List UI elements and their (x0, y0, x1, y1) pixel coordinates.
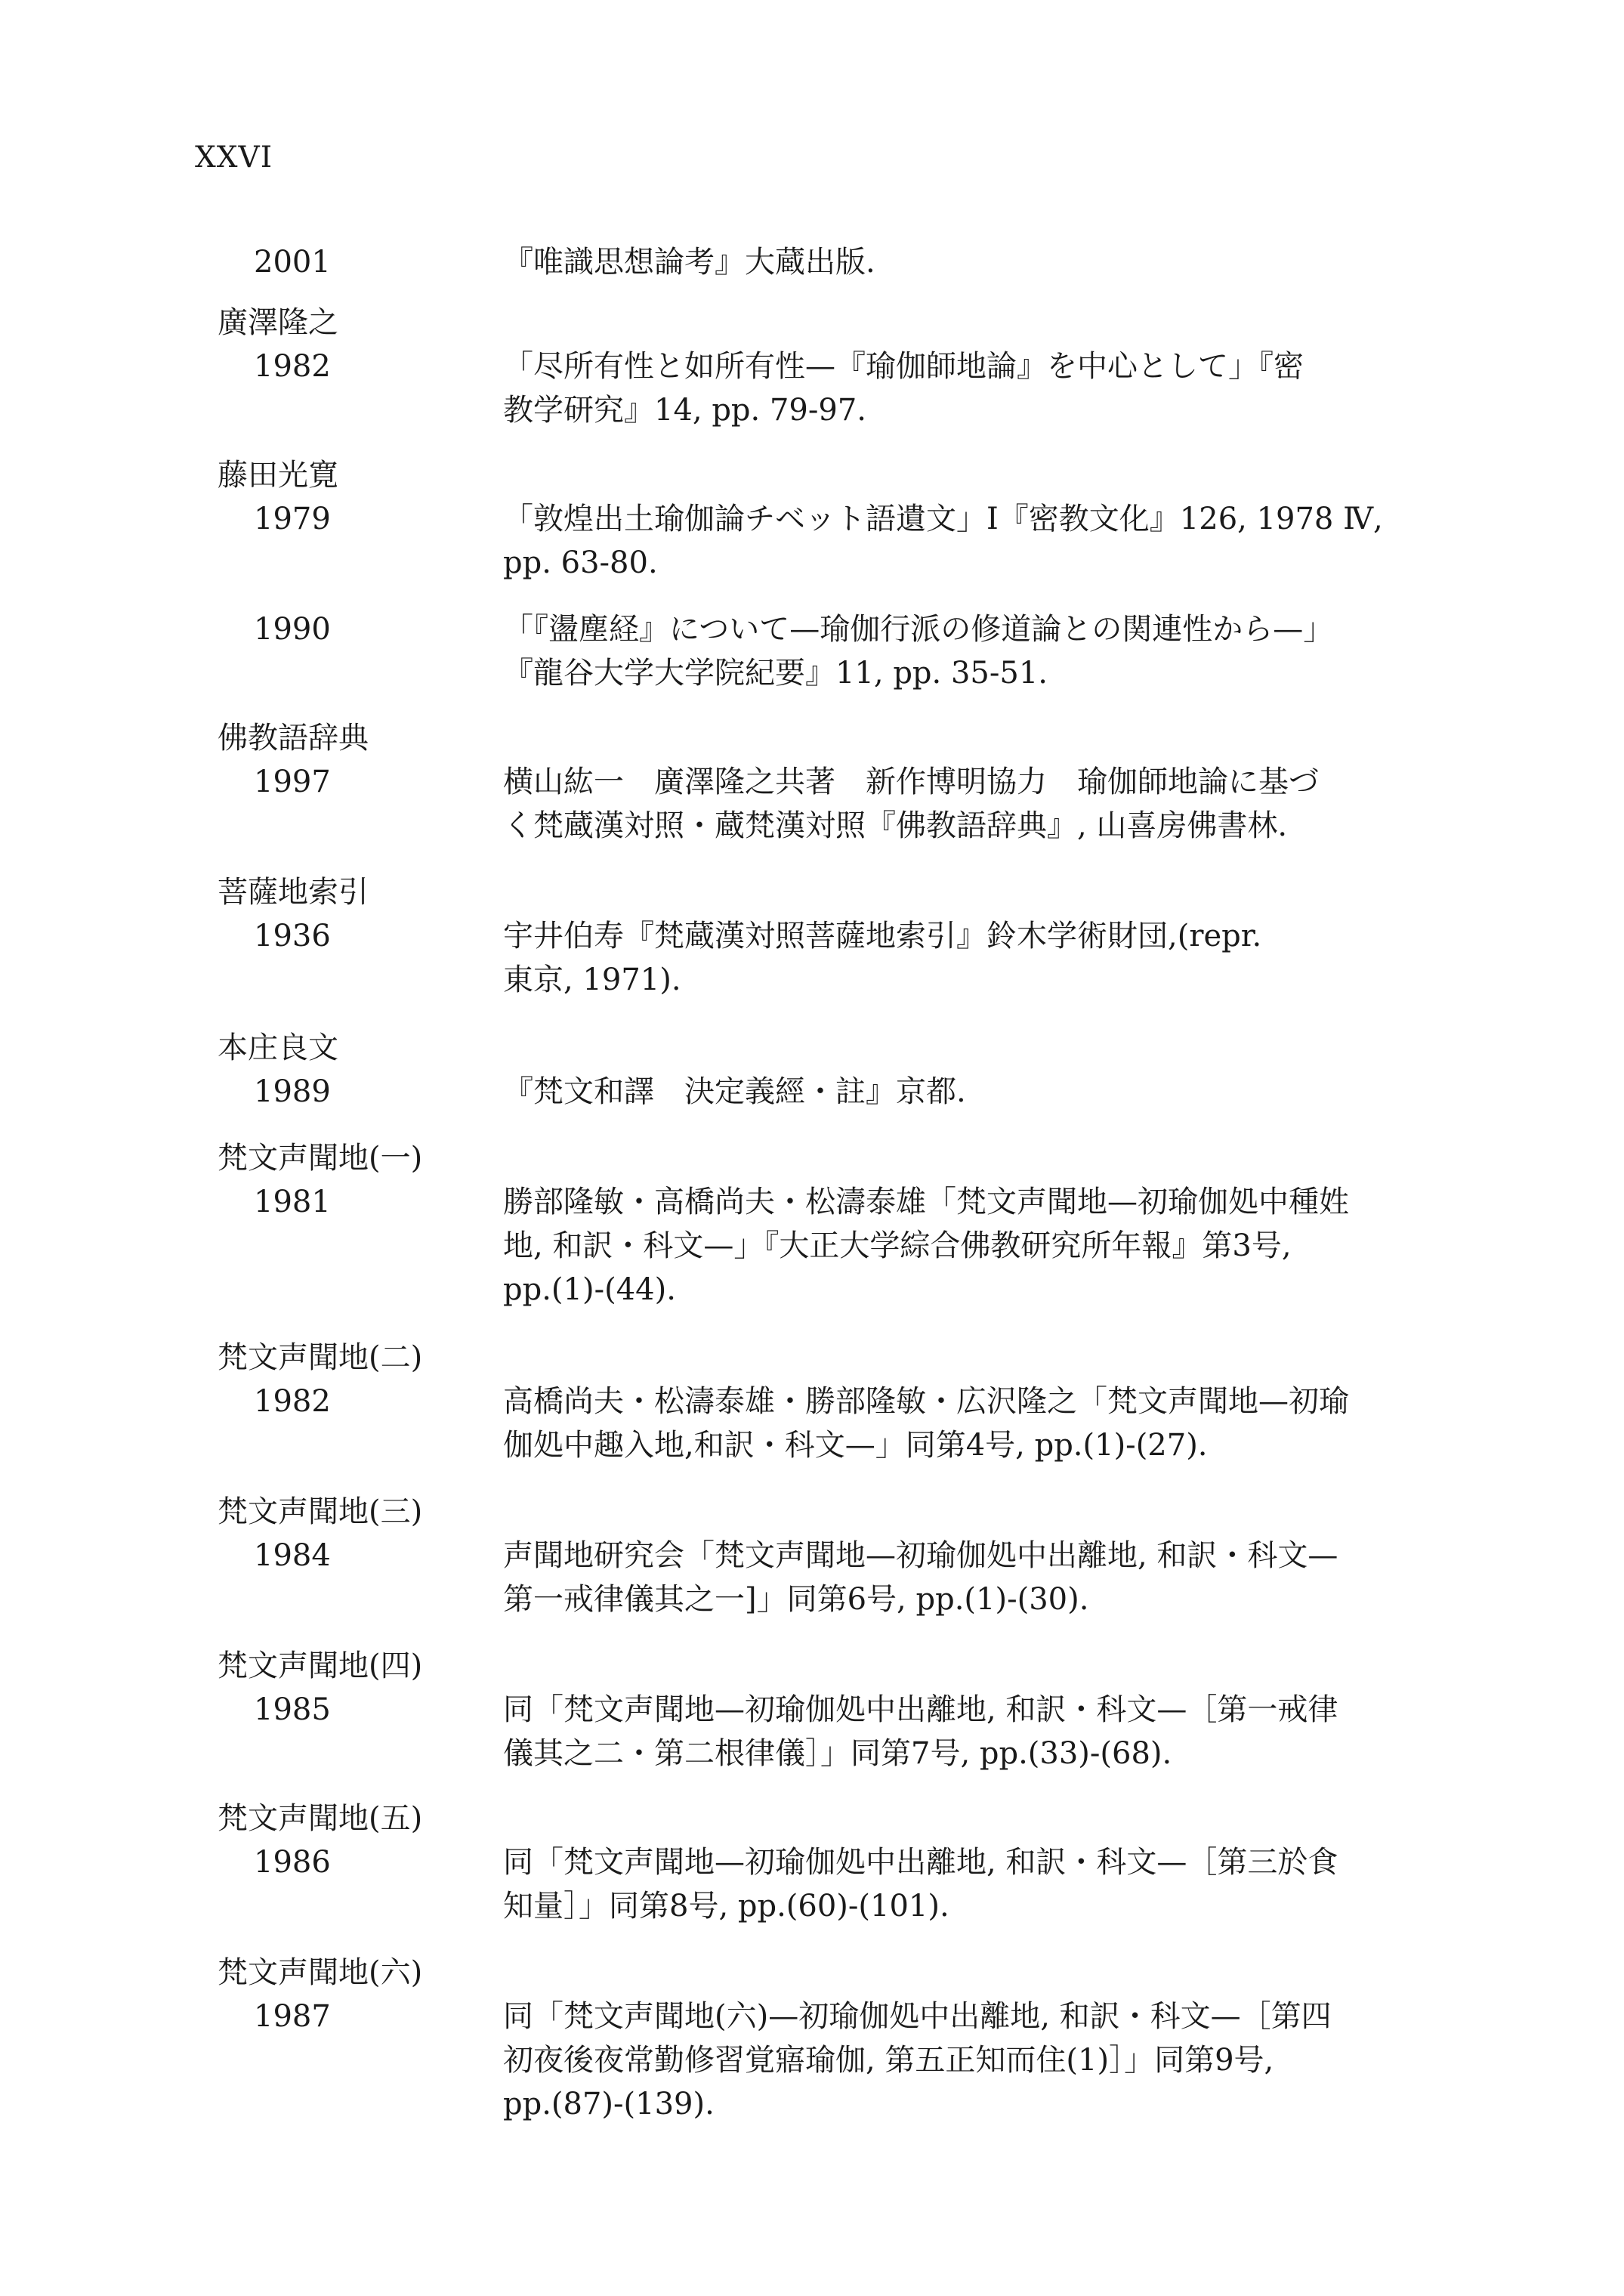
entry-text (503, 345, 1447, 432)
entry-line: 地, 和訳・科文—」『大正大学綜合佛教研究所年報』第3号, (503, 1228, 1292, 1263)
entry-line: 知量］」同第8号, pp.(60)-(101). (503, 1889, 949, 1924)
entry-year: 1981 (254, 1185, 331, 1219)
entry-text (503, 914, 1447, 1002)
entry-author: 藤田光寛 (218, 458, 338, 493)
entry-year: 1982 (254, 349, 331, 384)
entry-line: 「『盪塵経』について—瑜伽行派の修道論との関連性から—」 (503, 612, 1334, 647)
entry-year: 1986 (254, 1845, 331, 1880)
entry-year: 1987 (254, 1999, 331, 2034)
entry-line: 同「梵文声聞地(六)—初瑜伽処中出離地, 和訳・科文—［第四 (503, 1999, 1332, 2034)
entry-line: 高橋尚夫・松濤泰雄・勝部隆敏・広沢隆之「梵文声聞地—初瑜 (503, 1384, 1349, 1419)
entry-author: 梵文声聞地(三) (218, 1494, 423, 1529)
page-number: XXVI (195, 141, 273, 175)
entry-line: 同「梵文声聞地—初瑜伽処中出離地, 和訳・科文—［第三於食 (503, 1845, 1338, 1880)
entry-line: く梵蔵漢対照・蔵梵漢対照『佛教語辞典』, 山喜房佛書林. (503, 808, 1288, 843)
entry-author: 梵文声聞地(四) (218, 1649, 423, 1683)
entry-author: 佛教語辞典 (218, 721, 369, 756)
entry-line: 宇井伯寿『梵蔵漢対照菩薩地索引』鈴木学術財団,(repr. (503, 919, 1262, 953)
entry-author: 菩薩地索引 (218, 875, 369, 910)
entry-text (503, 1995, 1447, 2126)
entry-author: 梵文声聞地(五) (218, 1801, 423, 1836)
entry-text (503, 1380, 1447, 1467)
entry-line: 儀其之二・第二根律儀］」同第7号, pp.(33)-(68). (503, 1736, 1172, 1771)
entry-year: 1985 (254, 1692, 331, 1727)
entry-text (503, 760, 1447, 848)
entry-text (503, 1688, 1447, 1775)
entry-line: 東京, 1971). (503, 963, 681, 997)
entry-text (503, 1840, 1447, 1928)
entry-year: 1989 (254, 1074, 331, 1109)
entry-line: 「尽所有性と如所有性—『瑜伽師地論』を中心として」『密 (503, 349, 1304, 384)
entry-line: 勝部隆敏・高橋尚夫・松濤泰雄「梵文声聞地—初瑜伽処中種姓 (503, 1185, 1349, 1219)
entry-line: pp. 63-80. (503, 545, 658, 580)
entry-author: 梵文声聞地(二) (218, 1340, 423, 1375)
entry-year: 1979 (254, 502, 331, 536)
entry-line: pp.(87)-(139). (503, 2087, 715, 2121)
entry-year: 1997 (254, 765, 331, 799)
entry-line: 声聞地研究会「梵文声聞地—初瑜伽処中出離地, 和訳・科文— (503, 1538, 1338, 1573)
entry-year: 2001 (254, 245, 331, 280)
entry-line: 『唯識思想論考』大蔵出版. (503, 245, 875, 280)
entry-text (503, 1180, 1447, 1312)
entry-line: 『梵文和譯 決定義經・註』京都. (503, 1074, 966, 1109)
entry-year: 1984 (254, 1538, 331, 1573)
entry-line: 「敦煌出土瑜伽論チベット語遺文」Ⅰ『密教文化』126, 1978 Ⅳ, (503, 502, 1383, 536)
entry-line: 第一戒律儀其之一]」同第6号, pp.(1)-(30). (503, 1582, 1089, 1617)
entry-line: 初夜後夜常勤修習覚寤瑜伽, 第五正知而住(1)］」同第9号, (503, 2043, 1274, 2078)
entry-line: 同「梵文声聞地—初瑜伽処中出離地, 和訳・科文—［第一戒律 (503, 1692, 1338, 1727)
entry-line: 横山紘一 廣澤隆之共著 新作博明協力 瑜伽師地論に基づ (503, 765, 1319, 799)
entry-author: 梵文声聞地(六) (218, 1955, 423, 1990)
entry-author: 本庄良文 (218, 1031, 338, 1065)
entry-year: 1982 (254, 1384, 331, 1419)
entry-author: 廣澤隆之 (218, 305, 338, 340)
entry-author: 梵文声聞地(一) (218, 1141, 423, 1176)
entry-text (503, 607, 1447, 695)
entry-text (503, 1070, 1447, 1114)
entry-text (503, 497, 1447, 585)
entry-line: 伽処中趣入地,和訳・科文—」同第4号, pp.(1)-(27). (503, 1428, 1208, 1463)
entry-line: pp.(1)-(44). (503, 1272, 676, 1307)
entry-line: 教学研究』14, pp. 79-97. (503, 393, 866, 428)
entry-text (503, 240, 1447, 284)
entry-year: 1936 (254, 919, 331, 953)
entry-year: 1990 (254, 612, 331, 647)
entry-text (503, 1534, 1447, 1621)
entry-line: 『龍谷大学大学院紀要』11, pp. 35-51. (503, 656, 1048, 691)
